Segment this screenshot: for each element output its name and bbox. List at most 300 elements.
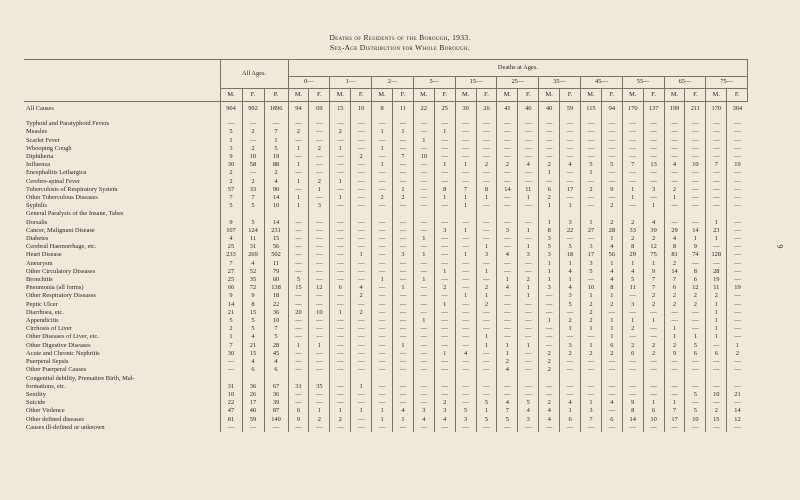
count-cell: 4 xyxy=(560,161,581,169)
count-cell: — xyxy=(455,145,476,153)
count-cell: 94 xyxy=(601,102,622,118)
count-cell: — xyxy=(622,202,643,210)
count-cell: — xyxy=(351,350,372,358)
count-cell xyxy=(706,375,727,383)
count-cell: 26 xyxy=(242,391,264,399)
count-cell: — xyxy=(455,383,476,391)
count-cell: 1 xyxy=(601,325,622,333)
table-row xyxy=(24,292,748,300)
count-cell: — xyxy=(288,325,309,333)
count-cell: 4 xyxy=(518,407,539,415)
count-cell: — xyxy=(685,219,706,227)
count-cell: — xyxy=(727,292,748,300)
count-cell xyxy=(455,210,476,218)
table-row xyxy=(24,350,748,358)
count-cell: 1 xyxy=(706,333,727,341)
count-cell xyxy=(264,375,288,383)
count-cell: — xyxy=(372,178,393,186)
count-cell: — xyxy=(455,260,476,268)
count-cell: 67 xyxy=(264,383,288,391)
count-cell: — xyxy=(309,268,330,276)
count-cell: 19 xyxy=(706,276,727,284)
count-cell xyxy=(392,375,413,383)
count-cell: — xyxy=(539,137,560,145)
count-cell: — xyxy=(497,301,518,309)
count-cell: — xyxy=(706,366,727,374)
count-cell: 10 xyxy=(685,161,706,169)
count-cell: 1 xyxy=(288,342,309,350)
count-cell: 2 xyxy=(643,292,664,300)
count-cell: — xyxy=(518,301,539,309)
count-cell: 502 xyxy=(264,251,288,259)
table-row xyxy=(24,325,748,333)
count-cell: 2 xyxy=(643,342,664,350)
count-cell: 1 xyxy=(539,276,560,284)
count-cell: 1 xyxy=(560,276,581,284)
count-cell: 25 xyxy=(220,243,242,251)
age-group-header: 5— xyxy=(413,77,455,89)
count-cell: — xyxy=(455,153,476,161)
count-cell: 1 xyxy=(643,317,664,325)
count-cell xyxy=(664,375,685,383)
count-cell: 10 xyxy=(242,153,264,161)
count-cell: 7 xyxy=(455,186,476,194)
count-cell: — xyxy=(392,202,413,210)
count-cell: — xyxy=(455,301,476,309)
count-cell: 28 xyxy=(264,342,288,350)
count-cell xyxy=(309,210,330,218)
count-cell: — xyxy=(392,161,413,169)
count-cell: 4 xyxy=(664,235,685,243)
count-cell: — xyxy=(518,333,539,341)
count-cell: 9 xyxy=(220,219,242,227)
count-cell: — xyxy=(242,169,264,177)
count-cell: — xyxy=(706,342,727,350)
count-cell: — xyxy=(706,145,727,153)
count-cell: 5 xyxy=(264,145,288,153)
count-cell: — xyxy=(727,399,748,407)
count-cell: 22 xyxy=(264,301,288,309)
count-cell: — xyxy=(351,333,372,341)
count-cell: — xyxy=(706,153,727,161)
table-row xyxy=(24,358,748,366)
count-cell: — xyxy=(706,186,727,194)
count-cell: — xyxy=(643,366,664,374)
count-cell: — xyxy=(601,309,622,317)
count-cell: — xyxy=(539,117,560,128)
count-cell: — xyxy=(330,366,351,374)
count-cell: 4 xyxy=(392,407,413,415)
count-cell: 992 xyxy=(242,102,264,118)
count-cell: 90 xyxy=(264,186,288,194)
count-cell: — xyxy=(455,309,476,317)
count-cell: 4 xyxy=(518,161,539,169)
table-row xyxy=(24,202,748,210)
sex-subheader: F. xyxy=(727,89,748,102)
count-cell: 6 xyxy=(643,407,664,415)
count-cell: 7 xyxy=(220,342,242,350)
count-cell: 1 xyxy=(518,342,539,350)
table-row xyxy=(24,243,748,251)
count-cell: 39 xyxy=(264,399,288,407)
count-cell: 1 xyxy=(497,350,518,358)
count-cell: — xyxy=(330,227,351,235)
count-cell: — xyxy=(664,219,685,227)
count-cell: 9 xyxy=(242,292,264,300)
count-cell: — xyxy=(685,137,706,145)
count-cell xyxy=(476,210,497,218)
count-cell: — xyxy=(434,333,455,341)
age-group-header: 0— xyxy=(288,77,330,89)
count-cell: — xyxy=(643,145,664,153)
count-cell: 7 xyxy=(706,161,727,169)
count-cell: — xyxy=(727,128,748,136)
count-cell: — xyxy=(497,243,518,251)
count-cell: — xyxy=(706,243,727,251)
count-cell: 18 xyxy=(264,292,288,300)
count-cell: — xyxy=(664,153,685,161)
count-cell: — xyxy=(497,325,518,333)
count-cell: — xyxy=(476,366,497,374)
count-cell: 2 xyxy=(539,350,560,358)
count-cell: 1 xyxy=(288,202,309,210)
count-cell: — xyxy=(560,194,581,202)
count-cell: 1 xyxy=(264,137,288,145)
count-cell: — xyxy=(643,153,664,161)
count-cell: — xyxy=(560,169,581,177)
count-cell: 29 xyxy=(622,251,643,259)
count-cell: — xyxy=(351,342,372,350)
count-cell xyxy=(601,375,622,383)
count-cell: — xyxy=(706,128,727,136)
count-cell xyxy=(392,210,413,218)
count-cell: — xyxy=(560,128,581,136)
count-cell: — xyxy=(476,227,497,235)
count-cell: 20 xyxy=(288,309,309,317)
count-cell: 2 xyxy=(330,416,351,424)
count-cell xyxy=(518,375,539,383)
count-cell: — xyxy=(413,391,434,399)
cause-label: Syphilis xyxy=(26,202,47,210)
count-cell: — xyxy=(727,227,748,235)
count-cell: 2 xyxy=(288,128,309,136)
count-cell: 4 xyxy=(455,350,476,358)
count-cell: — xyxy=(664,128,685,136)
count-cell: — xyxy=(372,399,393,407)
count-cell: 9 xyxy=(288,416,309,424)
sex-subheader: M. xyxy=(539,89,560,102)
count-cell: 1 xyxy=(372,128,393,136)
count-cell: 9 xyxy=(220,292,242,300)
count-cell: 1 xyxy=(727,342,748,350)
count-cell: — xyxy=(392,358,413,366)
count-cell: — xyxy=(351,317,372,325)
count-cell: — xyxy=(455,137,476,145)
sex-subheader: F. xyxy=(351,89,372,102)
count-cell: — xyxy=(392,117,413,128)
count-cell: — xyxy=(455,366,476,374)
count-cell: — xyxy=(539,178,560,186)
count-cell: — xyxy=(560,358,581,366)
count-cell: — xyxy=(560,391,581,399)
count-cell: 1 xyxy=(392,342,413,350)
count-cell: — xyxy=(497,235,518,243)
count-cell: — xyxy=(351,145,372,153)
count-cell: — xyxy=(455,391,476,399)
count-cell: — xyxy=(727,268,748,276)
sex-subheader: F. xyxy=(685,89,706,102)
count-cell: 8 xyxy=(434,186,455,194)
count-cell: 1 xyxy=(497,276,518,284)
count-cell: — xyxy=(497,260,518,268)
count-cell: 10 xyxy=(264,202,288,210)
sex-subheader: F. xyxy=(560,89,581,102)
count-cell: 10 xyxy=(220,391,242,399)
count-cell: 11 xyxy=(242,235,264,243)
count-cell: 2 xyxy=(476,301,497,309)
count-cell: — xyxy=(518,366,539,374)
count-cell: 1 xyxy=(518,284,539,292)
count-cell: — xyxy=(727,178,748,186)
count-cell: — xyxy=(288,391,309,399)
count-cell: — xyxy=(434,260,455,268)
count-cell: 1 xyxy=(455,251,476,259)
count-cell: — xyxy=(497,202,518,210)
count-cell: — xyxy=(309,391,330,399)
cause-label: Tuberculosis of Respiratory System xyxy=(26,185,118,193)
count-cell: — xyxy=(330,317,351,325)
count-cell: 2 xyxy=(539,399,560,407)
count-cell: — xyxy=(581,276,602,284)
count-cell: — xyxy=(539,391,560,399)
count-cell: — xyxy=(601,194,622,202)
count-cell: — xyxy=(434,145,455,153)
count-cell: 11 xyxy=(622,284,643,292)
count-cell: 4 xyxy=(539,407,560,415)
count-cell: 1 xyxy=(622,260,643,268)
count-cell: 2 xyxy=(664,260,685,268)
count-cell: 1896 xyxy=(264,102,288,118)
count-cell: — xyxy=(309,235,330,243)
table-row xyxy=(24,161,748,169)
count-cell xyxy=(685,210,706,218)
count-cell: 31 xyxy=(288,383,309,391)
count-cell: 88 xyxy=(264,161,288,169)
count-cell: 3 xyxy=(581,260,602,268)
count-cell: — xyxy=(539,145,560,153)
count-cell: — xyxy=(476,325,497,333)
count-cell: — xyxy=(392,137,413,145)
count-cell: 1 xyxy=(330,309,351,317)
count-cell: 2 xyxy=(685,301,706,309)
count-cell: 3 xyxy=(476,251,497,259)
count-cell: — xyxy=(518,424,539,432)
count-cell: — xyxy=(706,194,727,202)
table-row xyxy=(24,169,748,177)
count-cell: — xyxy=(685,145,706,153)
count-cell: 7 xyxy=(622,161,643,169)
count-cell: 2 xyxy=(497,358,518,366)
cause-label: Peptic Ulcer xyxy=(26,300,58,308)
count-cell: 1 xyxy=(288,161,309,169)
count-cell: — xyxy=(309,424,330,432)
count-cell: — xyxy=(622,153,643,161)
count-cell: — xyxy=(455,128,476,136)
count-cell: — xyxy=(330,424,351,432)
count-cell: — xyxy=(601,358,622,366)
count-cell: — xyxy=(413,383,434,391)
count-cell: 3 xyxy=(581,407,602,415)
sex-subheader: M. xyxy=(706,89,727,102)
count-cell: — xyxy=(413,366,434,374)
count-cell xyxy=(372,210,393,218)
count-cell: 56 xyxy=(601,251,622,259)
count-cell: — xyxy=(330,161,351,169)
count-cell: — xyxy=(392,145,413,153)
count-cell: 2 xyxy=(685,292,706,300)
count-cell: 18 xyxy=(560,251,581,259)
count-cell: — xyxy=(685,358,706,366)
count-cell: — xyxy=(288,350,309,358)
count-cell: — xyxy=(434,292,455,300)
count-cell: — xyxy=(351,227,372,235)
cause-label: Other Digestive Diseases xyxy=(26,341,91,349)
count-cell: — xyxy=(372,292,393,300)
count-cell: 1 xyxy=(434,161,455,169)
count-cell: — xyxy=(727,383,748,391)
count-cell: 3 xyxy=(560,342,581,350)
count-cell: 2 xyxy=(242,128,264,136)
count-cell: — xyxy=(539,128,560,136)
count-cell: — xyxy=(413,342,434,350)
count-cell: 1 xyxy=(413,317,434,325)
count-cell: 4 xyxy=(264,358,288,366)
count-cell xyxy=(351,210,372,218)
cause-label: Bronchitis xyxy=(26,276,53,284)
count-cell: 75 xyxy=(643,251,664,259)
count-cell: 2 xyxy=(581,350,602,358)
table-row xyxy=(24,416,748,424)
count-cell: 5 xyxy=(476,416,497,424)
count-cell: — xyxy=(476,383,497,391)
count-cell xyxy=(288,210,309,218)
count-cell: — xyxy=(601,137,622,145)
count-cell: 1 xyxy=(476,292,497,300)
count-cell: — xyxy=(685,186,706,194)
count-cell: 1 xyxy=(706,317,727,325)
count-cell: — xyxy=(560,383,581,391)
count-cell: 2 xyxy=(601,219,622,227)
count-cell: — xyxy=(351,416,372,424)
cause-label: Typhoid and Paratyphoid Fevers xyxy=(26,120,110,128)
count-cell: 1 xyxy=(560,407,581,415)
count-cell: — xyxy=(372,137,393,145)
count-cell: — xyxy=(434,317,455,325)
count-cell: 3 xyxy=(560,292,581,300)
table-row xyxy=(24,276,748,284)
count-cell: — xyxy=(476,276,497,284)
count-cell: 1 xyxy=(664,194,685,202)
count-cell: 7 xyxy=(264,325,288,333)
count-cell: — xyxy=(351,128,372,136)
count-cell: — xyxy=(643,333,664,341)
count-cell: 1 xyxy=(351,383,372,391)
cause-label: Diarrhoea, etc. xyxy=(26,308,64,316)
count-cell: — xyxy=(622,117,643,128)
count-cell: 4 xyxy=(497,399,518,407)
count-cell: 1 xyxy=(455,194,476,202)
count-cell: — xyxy=(476,309,497,317)
count-cell: 11 xyxy=(392,102,413,118)
count-cell: — xyxy=(727,251,748,259)
count-cell: 1 xyxy=(560,325,581,333)
count-cell: 1 xyxy=(476,268,497,276)
count-cell: — xyxy=(685,169,706,177)
count-cell: — xyxy=(309,292,330,300)
count-cell: — xyxy=(560,137,581,145)
count-cell: 35 xyxy=(242,276,264,284)
count-cell: 170 xyxy=(706,102,727,118)
count-cell: — xyxy=(581,235,602,243)
count-cell: — xyxy=(309,227,330,235)
count-cell: — xyxy=(685,202,706,210)
count-cell: 94 xyxy=(288,102,309,118)
count-cell: — xyxy=(727,117,748,128)
count-cell: — xyxy=(309,219,330,227)
count-cell: 1 xyxy=(372,407,393,415)
age-group-header: 75— xyxy=(706,77,748,89)
count-cell: — xyxy=(330,260,351,268)
count-cell: 5 xyxy=(242,219,264,227)
count-cell: — xyxy=(497,391,518,399)
count-cell: 1 xyxy=(455,227,476,235)
count-cell: — xyxy=(434,391,455,399)
count-cell: — xyxy=(727,243,748,251)
count-cell: — xyxy=(727,194,748,202)
count-cell: — xyxy=(434,383,455,391)
count-cell: 1 xyxy=(220,137,242,145)
sex-subheader: P. xyxy=(264,89,288,102)
count-cell: 5 xyxy=(581,161,602,169)
count-cell xyxy=(220,375,242,383)
count-cell: 30 xyxy=(220,350,242,358)
count-cell: 8 xyxy=(622,407,643,415)
count-cell: 19 xyxy=(264,153,288,161)
count-cell: 1 xyxy=(434,128,455,136)
count-cell: 40 xyxy=(242,407,264,415)
count-cell: 1 xyxy=(539,317,560,325)
count-cell: 14 xyxy=(622,416,643,424)
cause-label: Causes ill-defined or unknown xyxy=(26,423,105,431)
count-cell: 10 xyxy=(413,153,434,161)
count-cell: — xyxy=(220,424,242,432)
count-cell: — xyxy=(392,276,413,284)
count-cell: — xyxy=(351,325,372,333)
count-cell: — xyxy=(581,178,602,186)
count-cell: — xyxy=(706,178,727,186)
count-cell: — xyxy=(309,276,330,284)
count-cell: 2 xyxy=(706,407,727,415)
count-cell: — xyxy=(413,301,434,309)
count-cell: — xyxy=(392,399,413,407)
count-cell: — xyxy=(518,309,539,317)
count-cell: 1 xyxy=(581,399,602,407)
count-cell: — xyxy=(372,383,393,391)
sex-subheader: F. xyxy=(434,89,455,102)
count-cell: — xyxy=(664,178,685,186)
count-cell: — xyxy=(727,260,748,268)
count-cell: 8 xyxy=(601,284,622,292)
